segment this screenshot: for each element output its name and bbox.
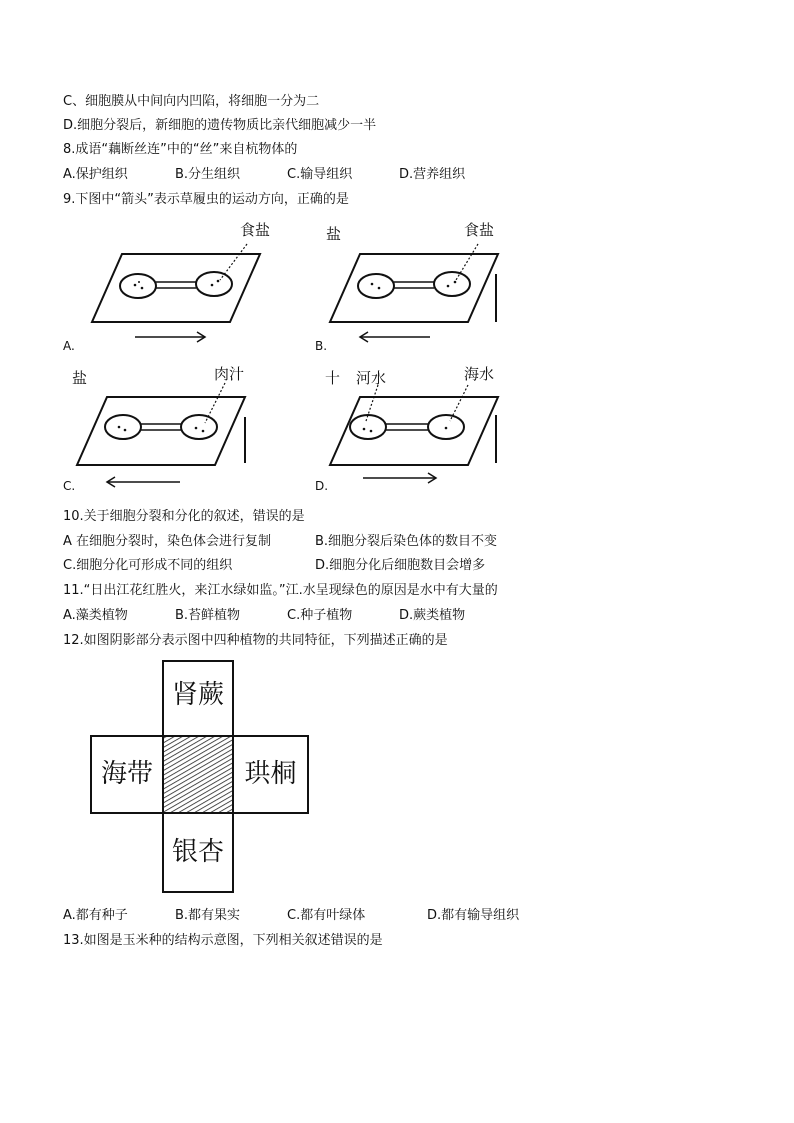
q10-stem: 10.关于细胞分裂和分化的叙述，错误的是 <box>63 509 305 524</box>
q11-option-b: B.苔鲜植物 <box>175 608 241 623</box>
q8-option-d: D.营养组织 <box>399 167 466 182</box>
q9-figure-a <box>90 222 280 347</box>
q12-option-c: C.都有叶绿体 <box>287 908 366 923</box>
q9-d-label-sea: 海水 <box>464 365 495 383</box>
q8-option-a: A.保护组织 <box>63 167 128 182</box>
q8-stem: 8.成语“藕断丝连”中的“丝”来自杭物体的 <box>63 142 298 157</box>
q10-option-a: A 在细胞分裂时，染色体会进行复制 <box>63 534 272 549</box>
q9-d-label-left: 十 <box>325 369 341 387</box>
q9-figure-c <box>75 365 265 490</box>
q7-option-d: D.细胞分裂后，新细胞的遗传物质比亲代细胞减少一半 <box>63 118 377 133</box>
q9-b-label-salt: 食盐 <box>464 221 495 239</box>
q9-a-letter: A. <box>63 339 75 353</box>
q12-option-b: B.都有果实 <box>175 908 241 923</box>
q11-stem: 11.“日出江花红胜火，来江水绿如监。”江.水呈现绿色的原因是水中有大量的 <box>63 583 498 598</box>
q12-label-kelp: 海带 <box>100 759 153 789</box>
q8-option-c: C.输导组织 <box>287 167 353 182</box>
q12-stem: 12.如图阴影部分表示图中四种植物的共同特征，下列描述正确的是 <box>63 633 448 648</box>
q12-label-fern: 肾蕨 <box>171 680 224 710</box>
q12-label-dove-tree: 珙桐 <box>244 759 297 789</box>
q12-option-d: D.都有输导组织 <box>427 908 520 923</box>
q10-option-c: C.细胞分化可形成不同的组织 <box>63 558 233 573</box>
q9-a-label-salt: 食盐 <box>240 221 271 239</box>
q11-option-d: D.蕨类植物 <box>399 608 466 623</box>
q7-option-c: C、细胞膜从中间向内凹陷，将细胞一分为二 <box>63 94 320 109</box>
q9-b-letter: B. <box>315 339 328 353</box>
q9-c-letter: C. <box>63 479 76 493</box>
q11-option-a: A.藻类植物 <box>63 608 128 623</box>
q9-c-label-broth: 肉汁 <box>214 365 245 383</box>
q8-option-b: B.分生组织 <box>175 167 241 182</box>
q9-d-label-river: 河水 <box>356 369 387 387</box>
q11-option-c: C.种子植物 <box>287 608 353 623</box>
q9-b-label-left: 盐 <box>326 225 342 243</box>
q13-stem: 13.如图是玉米种的结构示意图，下列相关叙述错误的是 <box>63 933 383 948</box>
q10-option-b: B.细胞分裂后染色体的数目不变 <box>315 534 498 549</box>
q9-stem: 9.下图中“箭头”表示草履虫的运动方向，正确的是 <box>63 192 349 207</box>
q10-option-d: D.细胞分化后细胞数目会增多 <box>315 558 486 573</box>
q12-label-ginkgo: 银杏 <box>171 837 224 867</box>
q9-figure-b <box>328 222 518 347</box>
q9-d-letter: D. <box>315 479 329 493</box>
q12-option-a: A.都有种子 <box>63 908 128 923</box>
q9-c-label-left: 盐 <box>72 369 88 387</box>
